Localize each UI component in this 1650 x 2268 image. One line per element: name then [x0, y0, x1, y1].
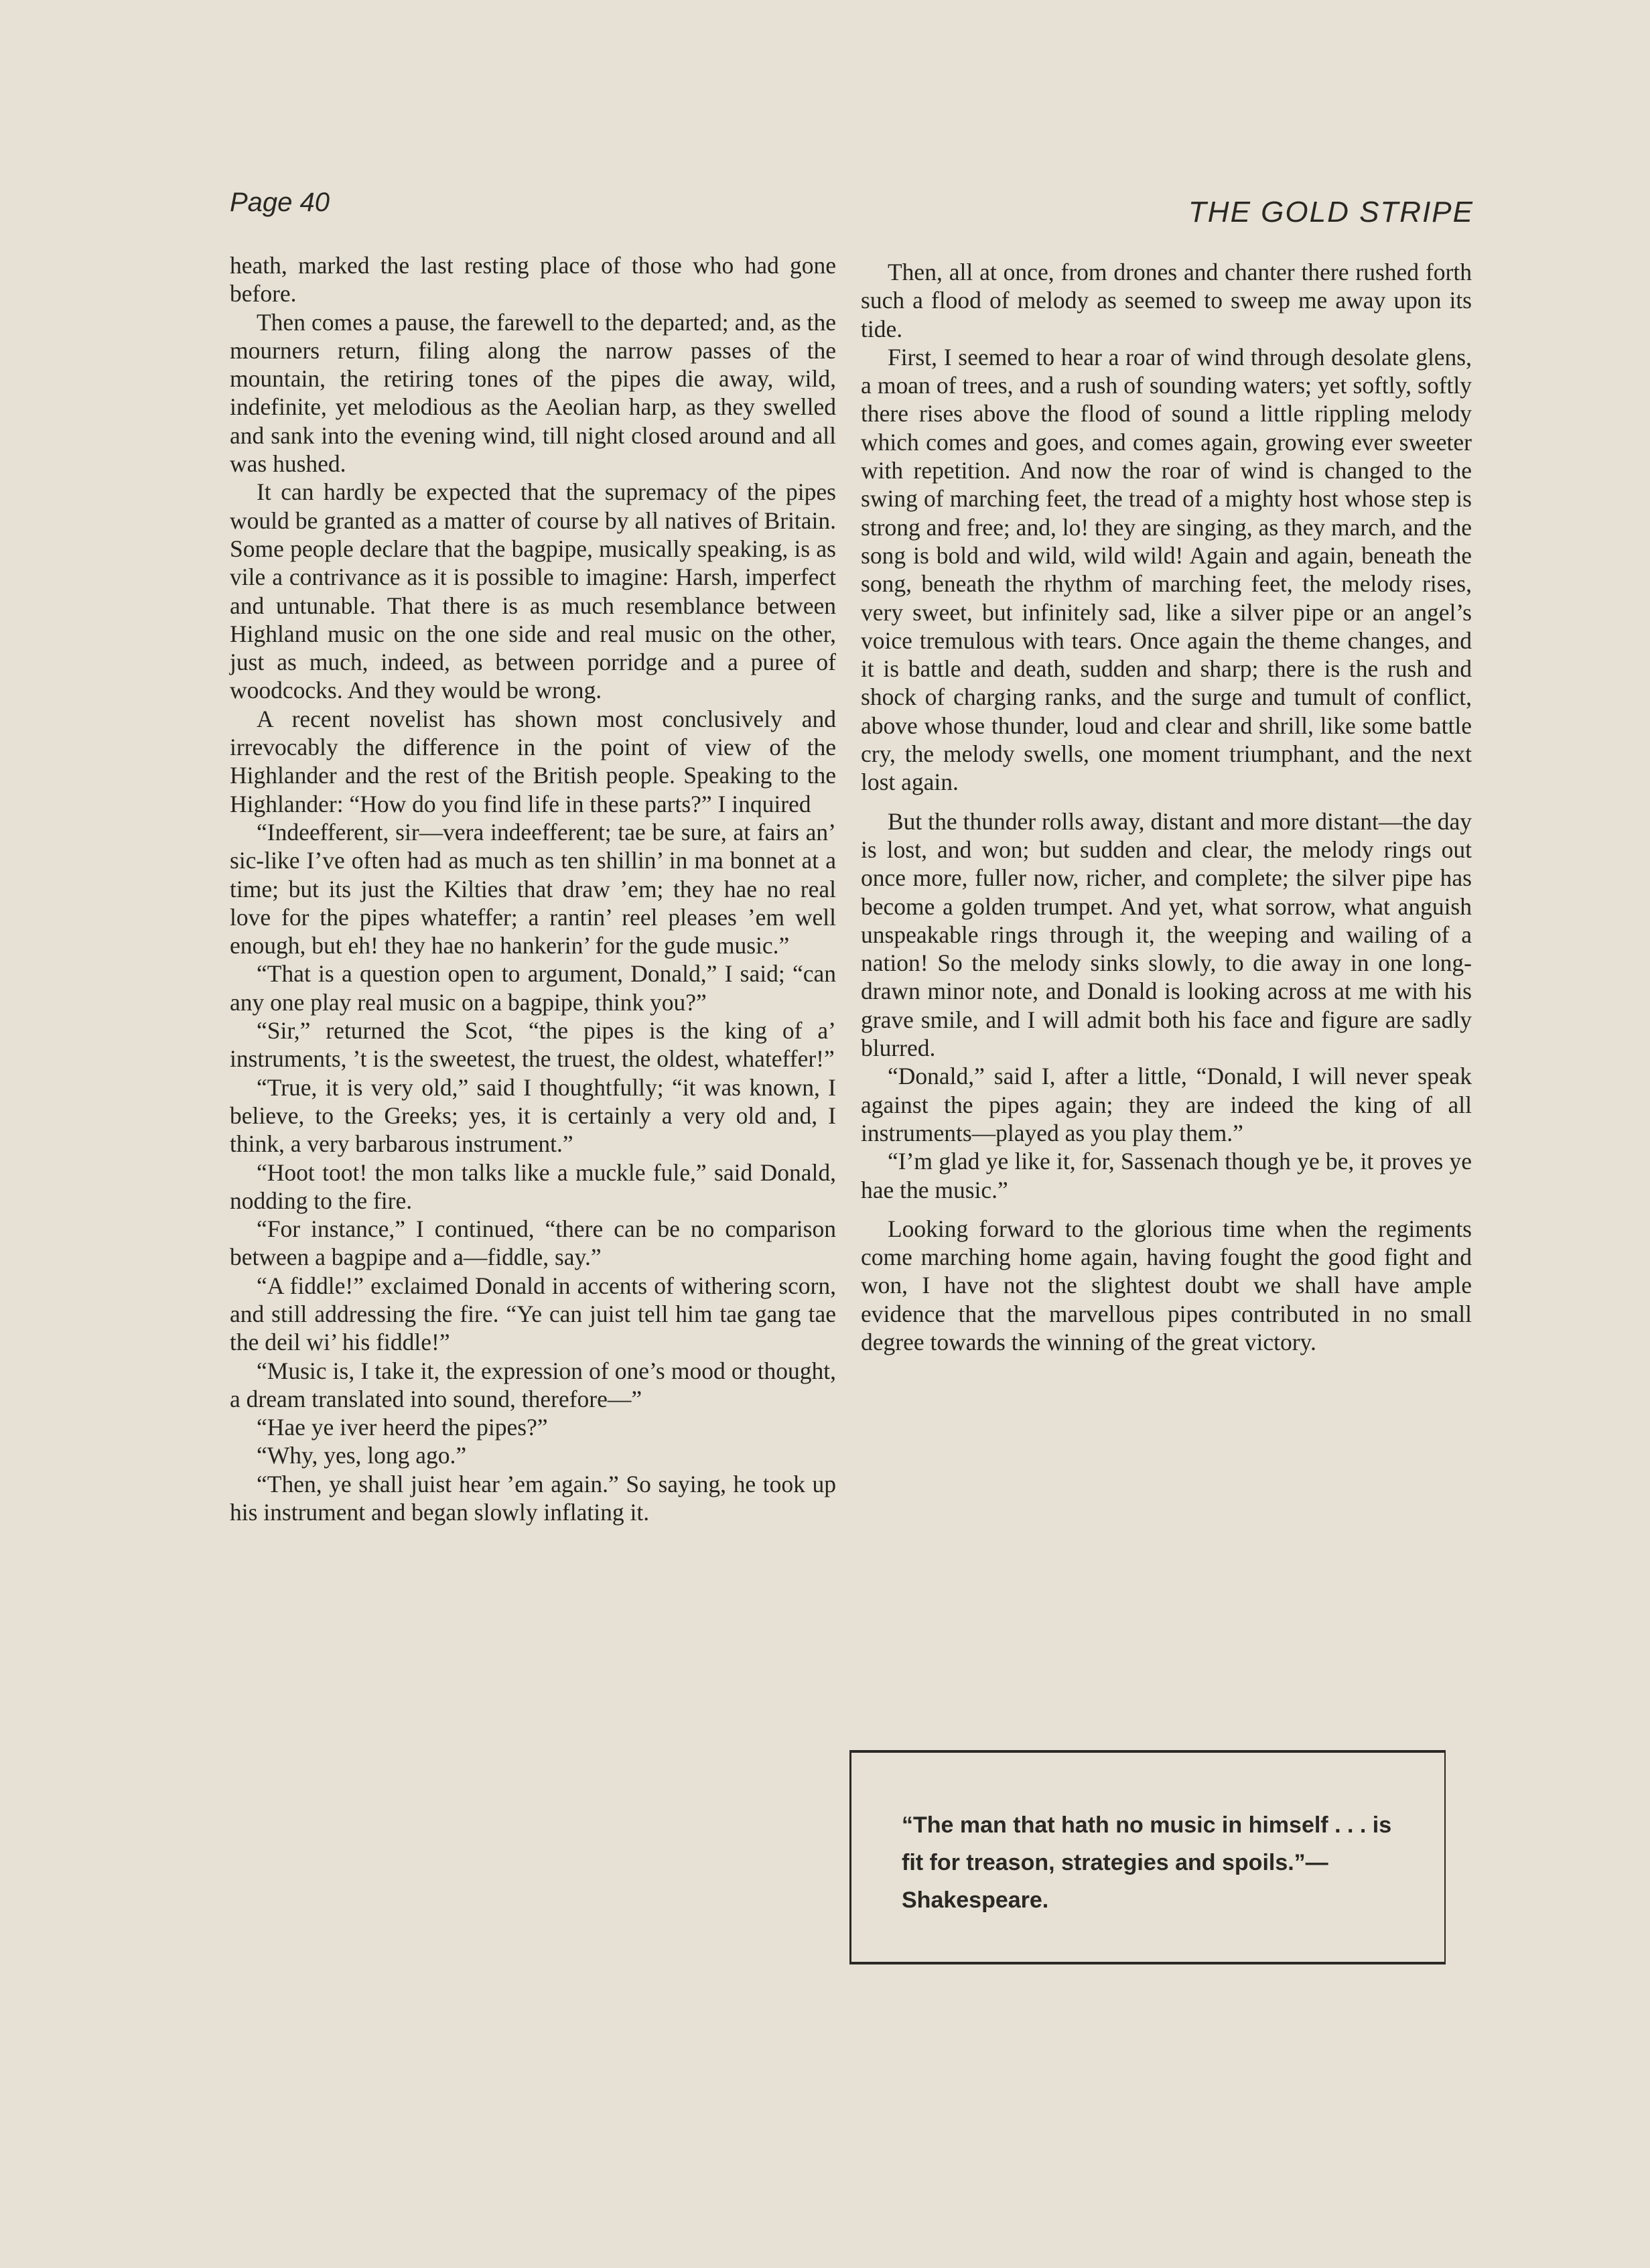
paragraph: But the thunder rolls away, distant and more distant—the day is lost, and won; but sudden and clear, the melody rings out once more, fuller now, richer, and complete; the silver pipe has become a golden trumpet. And yet, what sorrow, what anguish unspeakable rings through it, the weeping and wailing of a nation! So the melody sinks slowly, to die away in one long-drawn minor note, and Donald is looking across at me with his grave smile, and I will admit both his face and figure are sadly blurred.: [861, 807, 1472, 1062]
running-title: THE GOLD STRIPE: [1188, 196, 1474, 228]
paragraph: heath, marked the last resting place of those who had gone before.: [230, 252, 836, 308]
paragraph: “Sir,” returned the Scot, “the pipes is the king of a’ instruments, ’t is the sweetest, the truest, the oldest, whateffer!”: [230, 1017, 836, 1073]
left-column: [230, 251, 836, 1526]
paragraph: “Music is, I take it, the expression of one’s mood or thought, a dream translated into sound, therefore—”: [230, 1357, 836, 1412]
paragraph: Looking forward to the glorious time when the regiments come marching home again, having fought the good fight and won, I have not the slightest doubt we shall have ample evidence that the marvellous pipes contributed in no small degree towards the winning of the great victory.: [861, 1215, 1472, 1355]
quote-box: [849, 1750, 1446, 1964]
paragraph: “I’m glad ye like it, for, Sassenach though ye be, it proves ye hae the music.”: [861, 1148, 1472, 1203]
paragraph: First, I seemed to hear a roar of wind through desolate glens, a moan of trees, and a rush of sounding waters; yet softly, softly there rises above the flood of sound a little rippling melody which comes and goes, and comes again, growing ever sweeter with repetition. And now the roar of wind is changed to the swing of marching feet, the tread of a mighty host whose step is strong and free; and, lo! they are singing, as they march, and the song is bold and wild, wild wild! Again and again, beneath the song, beneath the rhythm of marching feet, the melody rises, very sweet, but infinitely sad, like a silver pipe or an angel’s voice tremulous with tears. Once again the theme changes, and it is battle and death, sudden and sharp; there is the rush and shock of charging ranks, and the surge and tumult of conflict, above whose thunder, loud and clear and shrill, like some battle cry, the melody swells, one moment triumphant, and the next lost again.: [861, 343, 1472, 796]
paragraph: Then comes a pause, the farewell to the departed; and, as the mourners return, filing along the narrow passes of the mountain, the retiring tones of the pipes die away, wild, indefinite, yet melodious as the Aeolian harp, as they swelled and sank into the evening wind, till night closed around and all was hushed.: [230, 308, 836, 478]
paragraph: “Indeefferent, sir—vera indeefferent; tae be sure, at fairs an’ sic-like I’ve often had as much as ten shillin’ in ma bonnet at a time; but its just the Kilties that draw ’em; they hae no real love for the pipes whateffer; a rantin’ reel pleases ’em well enough, but eh! they hae no hankerin’ for the gude music.”: [230, 818, 836, 959]
paragraph: It can hardly be expected that the supremacy of the pipes would be granted as a matter of course by all natives of Britain. Some people declare that the bagpipe, musically speaking, is as vile a contrivance as it is possible to imagine: Harsh, imperfect and untunable. That there is as much resemblance between Highland music on the one side and real music on the other, just as much, indeed, as between porridge and a puree of woodcocks. And they would be wrong.: [230, 478, 836, 704]
paragraph: “Donald,” said I, after a little, “Donald, I will never speak against the pipes again; they are indeed the king of all instruments—played as you play them.”: [861, 1063, 1472, 1146]
paragraph: “Then, ye shall juist hear ’em again.” So saying, he took up his instrument and began slowly inflating it.: [230, 1470, 836, 1526]
paragraph: A recent novelist has shown most conclusively and irrevocably the difference in the point of view of the Highlander and the rest of the British people. Speaking to the Highlander: “How do you find life in these parts?” I inquired: [230, 705, 836, 817]
paragraph: “Hoot toot! the mon talks like a muckle fule,” said Donald, nodding to the fire.: [230, 1158, 836, 1214]
page-number: Page 40: [230, 188, 330, 217]
paragraph: “A fiddle!” exclaimed Donald in accents of withering scorn, and still addressing the fire. “Ye can juist tell him tae gang tae the deil wi’ his fiddle!”: [230, 1272, 836, 1356]
shakespeare-quote: “The man that hath no music in himself . . . is fit for treason, strategies and spoils.”—Shakespeare.: [902, 1812, 1392, 1913]
paragraph: “True, it is very old,” said I thoughtfully; “it was known, I believe, to the Greeks; yes, it is certainly a very old and, I think, a very barbarous instrument.”: [230, 1073, 836, 1158]
paragraph: “That is a question open to argument, Donald,” I said; “can any one play real music on a bagpipe, think you?”: [230, 960, 836, 1016]
paragraph: “Hae ye iver heerd the pipes?”: [257, 1414, 548, 1441]
paragraph: Then, all at once, from drones and chanter there rushed forth such a flood of melody as seemed to sweep me away upon its tide.: [861, 259, 1472, 342]
paragraph: “Why, yes, long ago.”: [257, 1442, 467, 1469]
paragraph: “For instance,” I continued, “there can be no comparison between a bagpipe and a—fiddle, say.”: [230, 1215, 836, 1271]
right-column: [861, 258, 1472, 1356]
